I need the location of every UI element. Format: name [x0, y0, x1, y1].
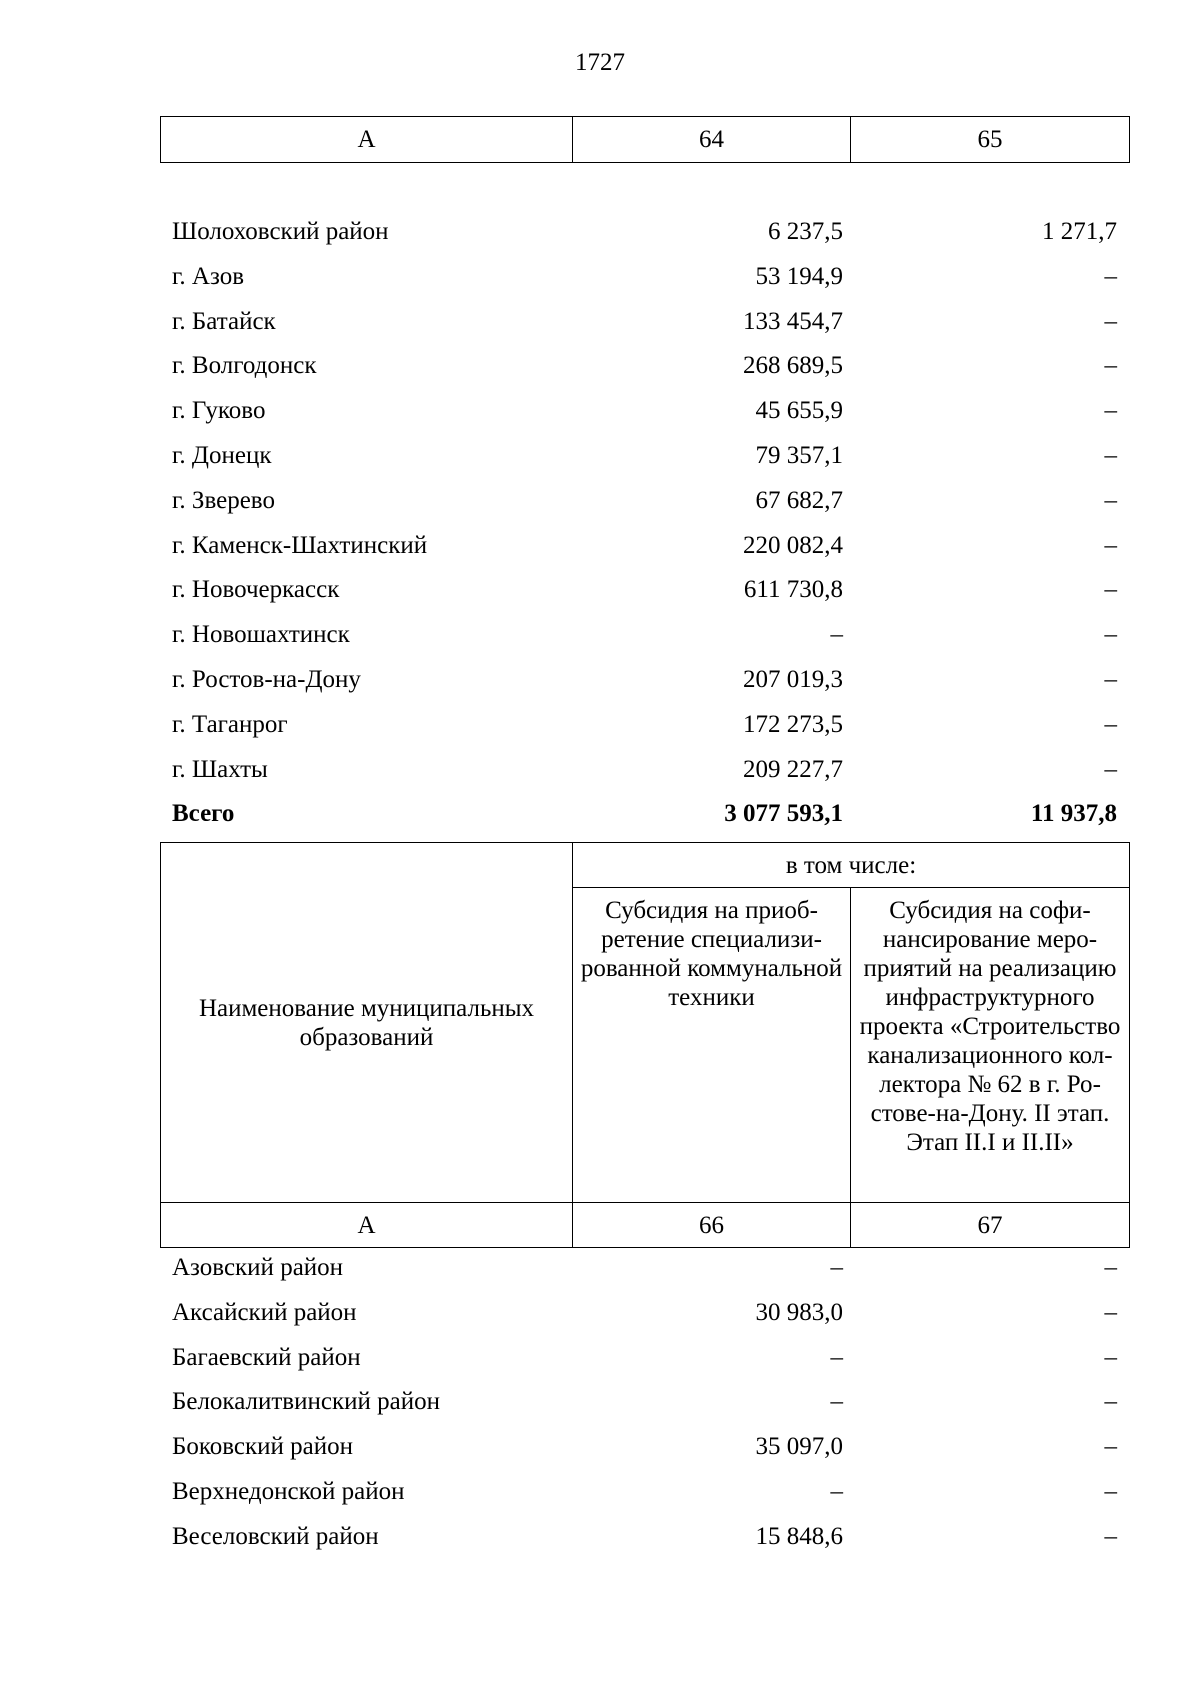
- header-col-66: 66: [573, 1203, 851, 1248]
- table-row: [160, 703, 1129, 748]
- row-value-65: –: [1104, 262, 1117, 290]
- table-row: [160, 613, 1129, 658]
- row-value-66: –: [830, 1254, 843, 1281]
- table-row: [160, 479, 1129, 524]
- column-header-table: [160, 842, 1130, 1248]
- table-row: [160, 1470, 1129, 1515]
- table-row: [160, 255, 1129, 300]
- row-value-64: 67 682,7: [755, 486, 843, 514]
- row-value-67: –: [1104, 1388, 1117, 1416]
- total-row: [160, 792, 1129, 837]
- row-value-65: –: [1104, 531, 1117, 559]
- header-col-65: 65: [851, 117, 1130, 163]
- row-name: г. Батайск: [172, 307, 276, 335]
- row-name: Веселовский район: [172, 1522, 379, 1550]
- rows-bottom: [160, 1246, 1129, 1560]
- table-row: [160, 210, 1129, 255]
- row-value-64: 45 655,9: [755, 397, 843, 425]
- subsidy-equipment-header: Субсидия на приобретение специализированной коммунальной техники: [573, 888, 851, 1203]
- row-name: г. Каменск-Шахтинский: [172, 531, 428, 559]
- row-value-66: –: [830, 1477, 843, 1505]
- row-value-67: –: [1104, 1298, 1117, 1326]
- row-value-67: –: [1104, 1343, 1117, 1371]
- row-value-67: –: [1104, 1522, 1117, 1550]
- row-value-65: –: [1104, 486, 1117, 514]
- row-name: Белокалитвинский район: [172, 1388, 440, 1416]
- row-name: г. Донецк: [172, 441, 272, 469]
- row-name: Азовский район: [172, 1254, 344, 1281]
- row-value-65: –: [1104, 665, 1117, 693]
- row-value-65: –: [1104, 307, 1117, 335]
- table-row: [160, 1515, 1129, 1560]
- row-value-65: –: [1104, 755, 1117, 783]
- row-value-64: 133 454,7: [743, 307, 843, 335]
- row-name: г. Таганрог: [172, 710, 288, 738]
- row-name: г. Ростов-на-Дону: [172, 665, 361, 693]
- table-row: [160, 658, 1129, 703]
- table-row: [160, 1246, 1129, 1291]
- total-value-65: 11 937,8: [1030, 800, 1117, 828]
- table-row: [160, 1336, 1129, 1381]
- table-row: [160, 748, 1129, 793]
- table-row: [160, 1291, 1129, 1336]
- municipal-name-header: Наименование муниципальных образований: [161, 843, 573, 1203]
- row-name: Верхнедонской район: [172, 1477, 405, 1505]
- row-name: г. Азов: [172, 262, 245, 290]
- header-col-64: 64: [573, 117, 851, 163]
- row-name: Боковский район: [172, 1433, 353, 1461]
- row-value-67: –: [1104, 1433, 1117, 1461]
- row-name: г. Новочеркасск: [172, 576, 340, 604]
- table-row: [160, 434, 1129, 479]
- row-name: Багаевский район: [172, 1343, 361, 1371]
- row-value-66: –: [830, 1343, 843, 1371]
- row-value-64: –: [830, 621, 843, 649]
- including-header: в том числе:: [573, 843, 1130, 888]
- table-row: [160, 389, 1129, 434]
- header-col-67: 67: [851, 1203, 1130, 1248]
- row-value-67: –: [1104, 1254, 1117, 1281]
- row-value-64: 172 273,5: [743, 710, 843, 738]
- header-col-a: А: [161, 1203, 573, 1248]
- row-value-67: –: [1104, 1477, 1117, 1505]
- top-column-header: [160, 116, 1130, 163]
- table-row: [160, 300, 1129, 345]
- row-name: Аксайский район: [172, 1298, 357, 1326]
- row-value-65: –: [1104, 352, 1117, 380]
- row-value-64: 220 082,4: [743, 531, 843, 559]
- row-name: Шолоховский район: [172, 218, 389, 245]
- row-name: г. Волгодонск: [172, 352, 317, 380]
- header-col-a: А: [161, 117, 573, 163]
- row-value-64: 79 357,1: [755, 441, 843, 469]
- table-row: [160, 344, 1129, 389]
- total-value-64: 3 077 593,1: [724, 800, 843, 828]
- row-value-65: –: [1104, 397, 1117, 425]
- row-value-64: 268 689,5: [743, 352, 843, 380]
- table-row: [160, 1425, 1129, 1470]
- row-value-65: –: [1104, 441, 1117, 469]
- row-value-64: 207 019,3: [743, 665, 843, 693]
- table-row: [160, 524, 1129, 569]
- row-value-65: –: [1104, 710, 1117, 738]
- row-value-66: 30 983,0: [755, 1298, 843, 1326]
- row-value-66: –: [830, 1388, 843, 1416]
- row-value-66: 35 097,0: [755, 1433, 843, 1461]
- row-value-64: 53 194,9: [755, 262, 843, 290]
- row-value-66: 15 848,6: [755, 1522, 843, 1550]
- row-value-65: –: [1104, 621, 1117, 649]
- row-value-64: 611 730,8: [743, 576, 843, 604]
- row-value-65: 1 271,7: [1042, 218, 1117, 245]
- rows-top: [160, 210, 1129, 837]
- row-value-65: –: [1104, 576, 1117, 604]
- row-name: г. Гуково: [172, 397, 266, 425]
- subsidy-collector-header: Субсидия на софинансирование мероприятий на реализацию инфраструктурного проекта «Строительство канализационного коллектора № 62 в г. Ростове-на-Дону. II этап. Этап II.I и II.II»: [851, 888, 1130, 1203]
- row-name: г. Новошахтинск: [172, 621, 350, 649]
- row-name: г. Шахты: [172, 755, 268, 783]
- row-name: г. Зверево: [172, 486, 275, 514]
- row-value-64: 209 227,7: [743, 755, 843, 783]
- total-label: Всего: [172, 800, 235, 828]
- row-value-64: 6 237,5: [768, 218, 843, 245]
- page-number: 1727: [575, 49, 625, 76]
- table-row: [160, 568, 1129, 613]
- table-row: [160, 1380, 1129, 1425]
